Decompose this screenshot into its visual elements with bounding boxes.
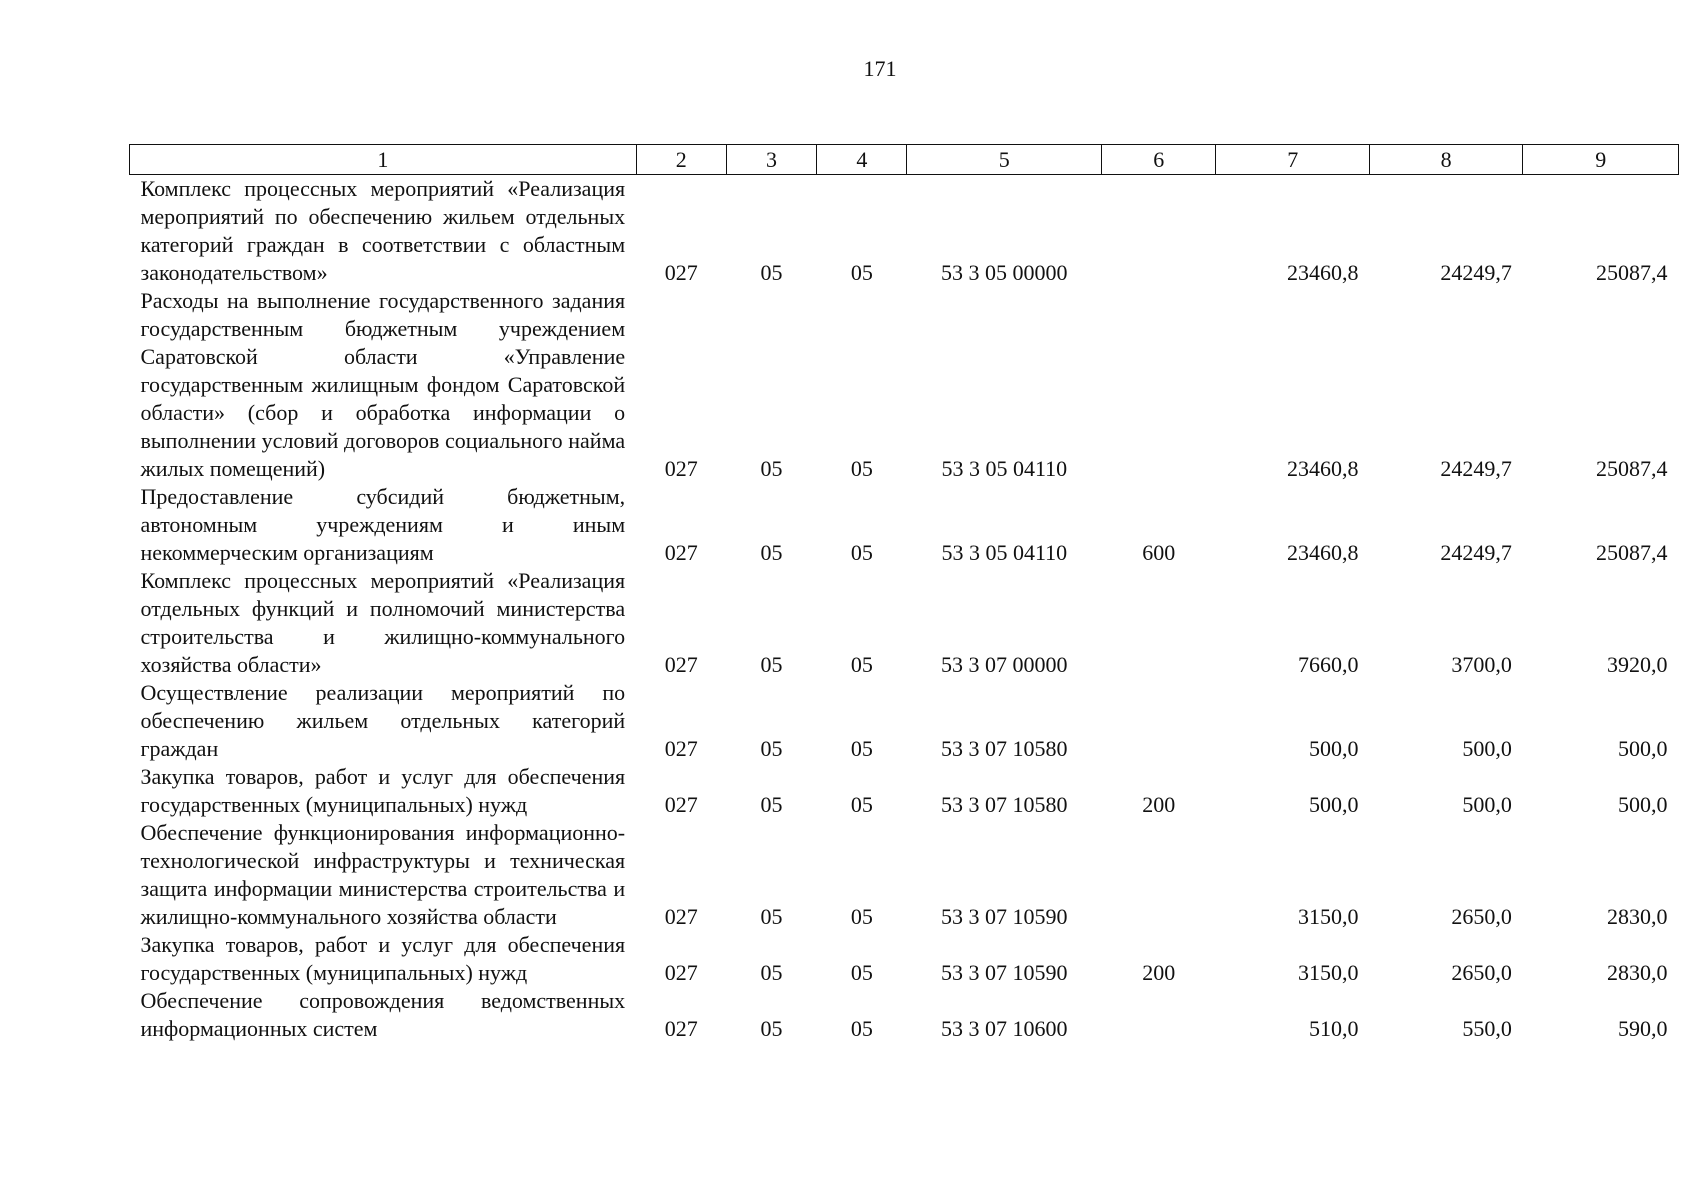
row-section-code: 05 [760, 260, 783, 285]
row-description: Закупка товаров, работ и услуг для обеспечения государственных (муниципальных) нужд [140, 764, 626, 817]
row-amount-col9: 25087,4 [1596, 260, 1668, 285]
row-ministry-code: 027 [664, 540, 698, 565]
row-description: Обеспечение сопровождения ведомственных информационных систем [140, 988, 626, 1041]
row-amount-col7: 510,0 [1308, 1016, 1359, 1041]
header-col-8: 8 [1369, 145, 1522, 175]
row-section-code: 05 [760, 736, 783, 761]
row-description: Комплекс процессных мероприятий «Реализация мероприятий по обеспечению жильем отдельных категорий граждан в соответствии с областным законодательством» [140, 176, 626, 285]
table-row [130, 679, 1679, 763]
row-subsection-code: 05 [850, 1016, 873, 1041]
row-description: Комплекс процессных мероприятий «Реализация отдельных функций и полномочий министерства строительства и жилищно-коммунального хозяйства области» [140, 568, 626, 677]
row-amount-col8: 3700,0 [1451, 652, 1512, 677]
row-ministry-code: 027 [664, 1016, 698, 1041]
row-description: Расходы на выполнение государственного задания государственным бюджетным учреждением Саратовской области «Управление государственным жилищным фондом Саратовской области» (сбор и обработка информации о выполнении условий договоров социального найма жилых помещений) [140, 288, 626, 481]
table-row [130, 287, 1679, 483]
row-expense-type [1102, 175, 1216, 288]
row-section-code: 05 [760, 540, 783, 565]
row-ministry-code: 027 [664, 960, 698, 985]
row-amount-col8: 2650,0 [1451, 960, 1512, 985]
row-target-code: 53 3 07 10600 [941, 1016, 1068, 1041]
row-section-code: 05 [760, 792, 783, 817]
row-ministry-code: 027 [664, 652, 698, 677]
row-ministry-code: 027 [664, 792, 698, 817]
header-row [130, 145, 1679, 175]
row-section-code: 05 [760, 960, 783, 985]
row-amount-col8: 550,0 [1462, 1016, 1512, 1041]
row-expense-type [1102, 287, 1216, 483]
row-amount-col8: 500,0 [1462, 792, 1512, 817]
row-subsection-code: 05 [850, 792, 873, 817]
row-subsection-code: 05 [850, 904, 873, 929]
row-amount-col7: 7660,0 [1297, 652, 1359, 677]
row-ministry-code: 027 [664, 456, 698, 481]
row-target-code: 53 3 07 10580 [941, 736, 1068, 761]
row-amount-col9: 590,0 [1618, 1016, 1668, 1041]
row-amount-col7: 23460,8 [1286, 260, 1359, 285]
row-target-code: 53 3 05 04110 [941, 540, 1068, 565]
row-ministry-code: 027 [664, 260, 698, 285]
row-subsection-code: 05 [850, 652, 873, 677]
row-expense-type [1102, 679, 1216, 763]
row-expense-type: 200 [1142, 792, 1176, 817]
row-amount-col7: 3150,0 [1297, 960, 1359, 985]
row-amount-col7: 500,0 [1308, 736, 1359, 761]
header-col-7: 7 [1216, 145, 1369, 175]
row-subsection-code: 05 [850, 736, 873, 761]
row-target-code: 53 3 07 10590 [941, 960, 1068, 985]
row-subsection-code: 05 [850, 960, 873, 985]
row-amount-col8: 500,0 [1462, 736, 1512, 761]
table-row [130, 763, 1679, 819]
table-row [130, 931, 1679, 987]
row-section-code: 05 [760, 456, 783, 481]
row-section-code: 05 [760, 652, 783, 677]
table-row [130, 567, 1679, 679]
header-col-5: 5 [907, 145, 1102, 175]
row-amount-col8: 24249,7 [1440, 540, 1512, 565]
row-expense-type [1102, 819, 1216, 931]
header-col-6: 6 [1102, 145, 1216, 175]
row-target-code: 53 3 07 10590 [941, 904, 1068, 929]
row-description: Обеспечение функционирования информационно-технологической инфраструктуры и техническая защита информации министерства строительства и жилищно-коммунального хозяйства области [140, 820, 626, 929]
row-target-code: 53 3 07 00000 [941, 652, 1068, 677]
row-description: Закупка товаров, работ и услуг для обеспечения государственных (муниципальных) нужд [140, 932, 626, 985]
row-amount-col9: 500,0 [1618, 792, 1668, 817]
row-amount-col9: 2830,0 [1607, 960, 1668, 985]
table-row [130, 819, 1679, 931]
header-col-3: 3 [726, 145, 816, 175]
header-col-4: 4 [817, 145, 907, 175]
row-ministry-code: 027 [664, 904, 698, 929]
row-expense-type: 200 [1142, 960, 1176, 985]
row-expense-type [1102, 567, 1216, 679]
row-amount-col9: 500,0 [1618, 736, 1668, 761]
row-amount-col9: 2830,0 [1607, 904, 1668, 929]
row-subsection-code: 05 [850, 456, 873, 481]
row-amount-col7: 3150,0 [1297, 904, 1359, 929]
row-description: Осуществление реализации мероприятий по обеспечению жильем отдельных категорий граждан [140, 680, 626, 761]
row-target-code: 53 3 05 00000 [941, 260, 1068, 285]
row-amount-col9: 25087,4 [1596, 456, 1668, 481]
header-col-1: 1 [130, 145, 637, 175]
row-amount-col8: 2650,0 [1451, 904, 1512, 929]
row-ministry-code: 027 [664, 736, 698, 761]
row-target-code: 53 3 05 04110 [941, 456, 1068, 481]
row-amount-col9: 3920,0 [1607, 652, 1668, 677]
budget-table [129, 144, 1679, 1043]
row-amount-col7: 500,0 [1308, 792, 1359, 817]
row-amount-col8: 24249,7 [1440, 456, 1512, 481]
row-section-code: 05 [760, 1016, 783, 1041]
row-subsection-code: 05 [850, 260, 873, 285]
row-description: Предоставление субсидий бюджетным, автономным учреждениям и иным некоммерческим организациям [140, 484, 626, 565]
table-body [130, 175, 1679, 1044]
row-amount-col8: 24249,7 [1440, 260, 1512, 285]
table-row [130, 175, 1679, 288]
row-amount-col7: 23460,8 [1286, 456, 1359, 481]
row-expense-type: 600 [1142, 540, 1176, 565]
table-row [130, 987, 1679, 1043]
table-row [130, 483, 1679, 567]
header-col-2: 2 [636, 145, 726, 175]
row-amount-col7: 23460,8 [1286, 540, 1359, 565]
row-subsection-code: 05 [850, 540, 873, 565]
header-col-9: 9 [1523, 145, 1679, 175]
table-header [130, 145, 1679, 175]
row-expense-type [1102, 987, 1216, 1043]
page-number: 171 [863, 56, 897, 81]
row-amount-col9: 25087,4 [1596, 540, 1668, 565]
row-section-code: 05 [760, 904, 783, 929]
row-target-code: 53 3 07 10580 [941, 792, 1068, 817]
